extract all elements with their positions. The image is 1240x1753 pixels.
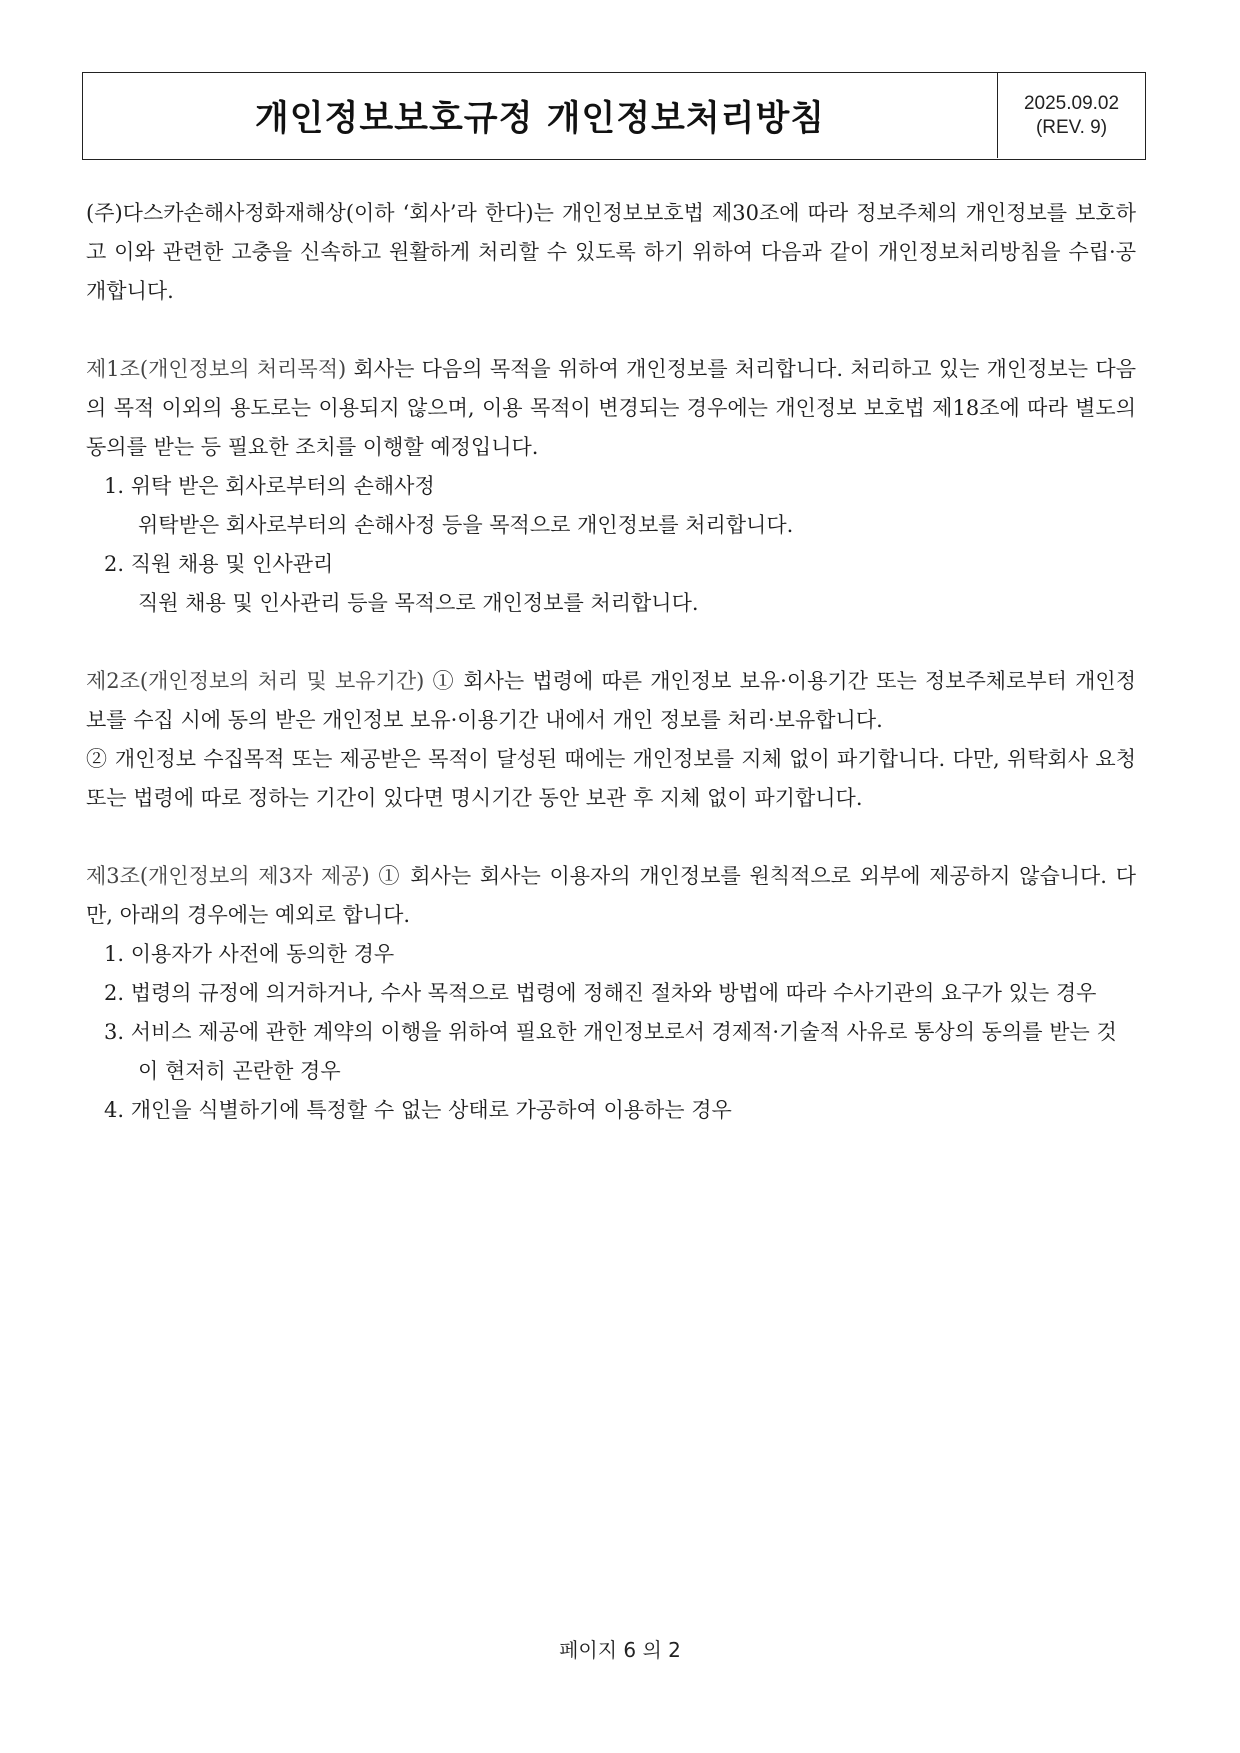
list-item: 2. 법령의 규정에 의거하거나, 수사 목적으로 법령에 정해진 절차와 방법에 따라 수사기관의 요구가 있는 경우	[104, 981, 1097, 1005]
article-3-heading: 제3조(개인정보의 제3자 제공)	[86, 864, 370, 888]
article-1	[86, 350, 1136, 623]
revision-number: (REV. 9)	[1035, 116, 1108, 138]
article-2-body-1: ① 회사는 법령에 따른 개인정보 보유·이용기간 또는 정보주체로부터 개인정보를 수집 시에 동의 받은 개인정보 보유·이용기간 내에서 개인 정보를 처리·보유합니다.	[86, 669, 1137, 732]
article-3-body: ① 회사는 회사는 이용자의 개인정보를 원칙적으로 외부에 제공하지 않습니다. 다만, 아래의 경우에는 예외로 합니다.	[86, 864, 1136, 927]
document-body	[86, 194, 1136, 1130]
article-1-body: 회사는 다음의 목적을 위하여 개인정보를 처리합니다. 처리하고 있는 개인정보는 다음의 목적 이외의 용도로는 이용되지 않으며, 이용 목적이 변경되는 경우에는 개인정보 보호법 제18조에 따라 별도의 동의를 받는 등 필요한 조치를 이행할 예정입니다.	[86, 357, 1136, 459]
list-item	[86, 467, 1136, 545]
article-2-heading: 제2조(개인정보의 처리 및 보유기간)	[86, 669, 425, 693]
article-1-heading: 제1조(개인정보의 처리목적)	[86, 357, 347, 381]
article-1-list	[86, 467, 1136, 623]
article-3	[86, 857, 1136, 1130]
document-title: 개인정보보호규정 개인정보처리방침	[254, 98, 826, 139]
list-item-label: 2. 직원 채용 및 인사관리	[104, 552, 334, 576]
intro-paragraph: (주)다스카손해사정화재해상(이하 ‘회사’라 한다)는 개인정보보호법 제30조에 따라 정보주체의 개인정보를 보호하고 이와 관련한 고충을 신속하고 원활하게 처리할 수 있도록 하기 위하여 다음과 같이 개인정보처리방침을 수립·공개합니다.	[86, 201, 1136, 303]
list-item-label: 1. 위탁 받은 회사로부터의 손해사정	[104, 474, 435, 498]
list-item: 1. 이용자가 사전에 동의한 경우	[104, 942, 395, 966]
header-divider	[997, 73, 998, 158]
revision-info	[999, 73, 1144, 158]
article-2-body-2: ② 개인정보 수집목적 또는 제공받은 목적이 달성된 때에는 개인정보를 지체 없이 파기합니다. 다만, 위탁회사 요청 또는 법령에 따로 정하는 기간이 있다면 명시기간 동안 보관 후 지체 없이 파기합니다.	[86, 747, 1136, 810]
list-item: 4. 개인을 식별하기에 특정할 수 없는 상태로 가공하여 이용하는 경우	[104, 1098, 732, 1122]
list-item: 3. 서비스 제공에 관한 계약의 이행을 위하여 필요한 개인정보로서 경제적·기술적 사유로 통상의 동의를 받는 것이 현저히 곤란한 경우	[104, 1020, 1117, 1083]
document-header	[82, 72, 1146, 160]
list-item-detail: 위탁받은 회사로부터의 손해사정 등을 목적으로 개인정보를 처리합니다.	[138, 513, 794, 537]
article-2	[86, 662, 1136, 818]
list-item-detail: 직원 채용 및 인사관리 등을 목적으로 개인정보를 처리합니다.	[138, 591, 699, 615]
list-item	[86, 545, 1136, 623]
article-3-list	[86, 935, 1136, 1130]
revision-date: 2025.09.02	[1023, 92, 1120, 114]
page-number: 페이지 6 의 2	[559, 1638, 681, 1662]
